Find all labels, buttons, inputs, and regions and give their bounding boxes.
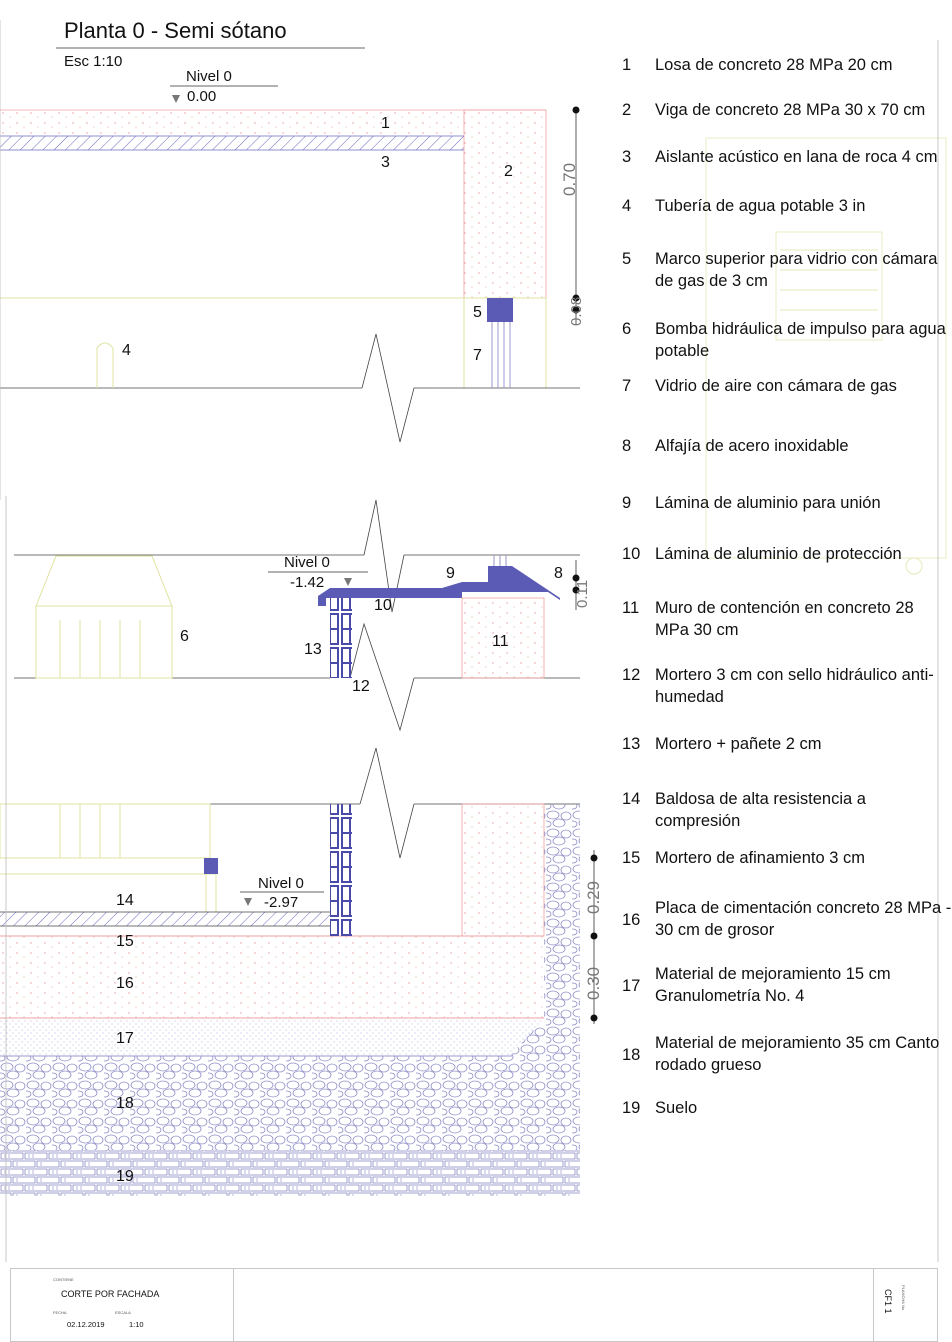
contains-label: CONTIENE [53, 1277, 74, 1282]
sheet-label: PLANCHA No. [901, 1285, 906, 1312]
callout-8: 8 [554, 565, 563, 582]
legend-item-6 [622, 318, 952, 362]
legend-item-2 [622, 99, 952, 121]
legend-text: Baldosa de alta resistencia a compresión [655, 790, 866, 830]
legend-item-4 [622, 195, 952, 217]
date-value: 02.12.2019 [67, 1320, 105, 1329]
legend-text: Placa de cimentación concreto 28 MPa - 30 cm de grosor [655, 899, 952, 939]
legend-text: Losa de concreto 28 MPa 20 cm [655, 56, 893, 74]
legend-number: 12 [622, 666, 641, 684]
callout-4: 4 [122, 342, 131, 359]
dimension-0-29: 0.29 [584, 880, 603, 914]
legend-item-19 [622, 1097, 952, 1119]
dimension-0-11: 0.11 [574, 579, 591, 608]
callout-3: 3 [381, 154, 390, 171]
legend-item-16 [622, 897, 952, 941]
callout-16: 16 [116, 975, 134, 992]
legend-number: 3 [622, 148, 632, 166]
legend-text: Bomba hidráulica de impulso para agua potable [655, 320, 946, 360]
legend-number: 13 [622, 735, 641, 753]
scale-label: Esc 1:10 [64, 53, 123, 70]
legend-text: Material de mejoramiento 35 cm Canto rodado grueso [655, 1034, 940, 1074]
level-1-value: -1.42 [290, 574, 325, 591]
legend-text: Mortero de afinamiento 3 cm [655, 849, 866, 867]
callout-13: 13 [304, 641, 322, 658]
legend-text: Lámina de aluminio de protección [655, 545, 902, 563]
legend-number: 16 [622, 911, 641, 929]
legend-text: Vidrio de aire con cámara de gas [655, 377, 897, 395]
legend-number: 5 [622, 250, 632, 268]
scale-block-value: 1:10 [129, 1320, 144, 1329]
legend-text: Viga de concreto 28 MPa 30 x 70 cm [655, 101, 926, 119]
dimension-0-08: 0.08 [568, 296, 585, 326]
legend-text: Tubería de agua potable 3 in [655, 197, 866, 215]
callout-15: 15 [116, 933, 134, 950]
legend-number: 14 [622, 790, 641, 808]
legend-item-7 [622, 375, 952, 397]
callout-19: 19 [116, 1168, 134, 1185]
legend-item-5 [622, 248, 952, 292]
callout-10: 10 [374, 597, 392, 614]
legend-text: Suelo [655, 1099, 698, 1117]
legend-number: 6 [622, 320, 632, 338]
legend-item-11 [622, 597, 952, 641]
callout-18: 18 [116, 1095, 134, 1112]
callout-14: 14 [116, 892, 134, 909]
legend-item-13 [622, 733, 952, 755]
title-block [10, 1268, 938, 1342]
callout-17: 17 [116, 1030, 134, 1047]
callout-7: 7 [473, 347, 482, 364]
legend-item-14 [622, 788, 952, 832]
page-title: Planta 0 - Semi sótano [64, 18, 287, 43]
legend-number: 4 [622, 197, 632, 215]
legend-item-18 [622, 1032, 952, 1076]
callout-5: 5 [473, 304, 482, 321]
legend-text: Marco superior para vidrio con cámara de gas de 3 cm [655, 250, 938, 290]
legend-item-15 [622, 847, 952, 869]
date-label: FECHA [53, 1310, 67, 1315]
callout-12: 12 [352, 678, 370, 695]
callout-2: 2 [504, 163, 513, 180]
legend-text: Lámina de aluminio para unión [655, 494, 881, 512]
legend-number: 1 [622, 56, 632, 74]
legend-item-12 [622, 664, 952, 708]
level-2-name: Nivel 0 [258, 875, 304, 892]
legend-text: Alfajía de acero inoxidable [655, 437, 849, 455]
legend-number: 10 [622, 545, 641, 563]
legend-number: 2 [622, 101, 632, 119]
legend-text: Material de mejoramiento 15 cm Granulometría No. 4 [655, 965, 891, 1005]
legend-item-17 [622, 963, 952, 1007]
legend-item-3 [622, 146, 952, 168]
legend-number: 7 [622, 377, 632, 395]
legend-number: 19 [622, 1099, 641, 1117]
legend-item-10 [622, 543, 952, 565]
legend-number: 17 [622, 977, 641, 995]
callout-6: 6 [180, 628, 189, 645]
callout-1: 1 [381, 115, 390, 132]
dimension-0-70: 0.70 [560, 162, 579, 196]
legend-number: 9 [622, 494, 632, 512]
callout-9: 9 [446, 565, 455, 582]
legend-number: 11 [622, 599, 640, 617]
contains-value: CORTE POR FACHADA [61, 1289, 160, 1299]
dimension-0-30: 0.30 [584, 966, 603, 1000]
level-0-value: 0.00 [187, 88, 217, 105]
level-0-name: Nivel 0 [186, 68, 232, 85]
legend-text: Mortero + pañete 2 cm [655, 735, 822, 753]
level-2-value: -2.97 [264, 894, 299, 911]
sheet-value: CF1 1 [883, 1289, 893, 1314]
scale-block-label: ESCALA [115, 1310, 131, 1315]
legend-text: Aislante acústico en lana de roca 4 cm [655, 148, 938, 166]
legend-number: 18 [622, 1046, 641, 1064]
legend-text: Mortero 3 cm con sello hidráulico anti-humedad [655, 666, 934, 706]
level-1-name: Nivel 0 [284, 554, 330, 571]
legend-item-1 [622, 54, 952, 76]
title-block-divider [233, 1269, 234, 1341]
callout-11: 11 [492, 633, 509, 650]
legend-number: 8 [622, 437, 632, 455]
legend-item-9 [622, 492, 952, 514]
legend-text: Muro de contención en concreto 28 MPa 30 cm [655, 599, 914, 639]
legend-item-8 [622, 435, 952, 457]
title-block-divider [873, 1269, 874, 1341]
legend-number: 15 [622, 849, 641, 867]
